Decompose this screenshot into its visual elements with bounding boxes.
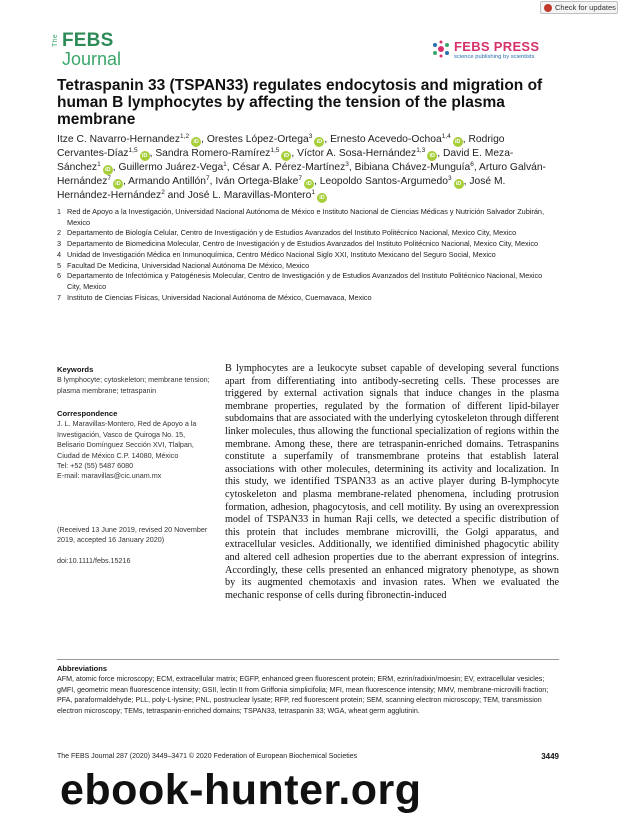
affiliation-item — [57, 228, 547, 239]
author — [155, 148, 297, 159]
check-for-updates-label: Check for updates — [555, 3, 616, 12]
author-separator: , — [462, 134, 469, 145]
affiliation-text: Unidad de Investigación Médica en Inmunoquímica, Centro Médico Nacional Siglo XXI, Instituto Mexicano del Seguro Social, Mexico — [67, 249, 496, 259]
author-affiliation-ref: 1,5 — [270, 147, 280, 154]
orcid-icon[interactable]: iD — [191, 137, 201, 147]
abbreviations-text: AFM, atomic force microscopy; ECM, extracellular matrix; EGFP, enhanced green fluorescent protein; ERM, ezrin/radixin/moesin; EV, extracellular vesicles; gMFI, geometric mean fluorescence intensity; GSII, lectin II from Griffonia simplicifolia; MFI, mean fluorescence intensity; MMV, membrane-microvilli fraction; PFA, paraformaldehyde; PLL, poly-L-lysine; PNL, postnuclear lysate; RFP, red fluorescent protein; SEM, scanning electron microscopy; TEM, transmission electron microscopy; TEMs, tetraspanin-enriched domains; TSPAN33, tetraspanin 33; WGA, wheat germ agglutinin. — [57, 675, 549, 715]
author-name: Víctor A. Sosa-Hernández — [297, 148, 417, 159]
orcid-icon[interactable]: iD — [113, 179, 123, 189]
orcid-icon[interactable]: iD — [317, 193, 327, 203]
orcid-icon[interactable]: iD — [314, 137, 324, 147]
journal-logo-name: FEBS — [62, 30, 114, 51]
author-name: Orestes López-Ortega — [206, 134, 309, 145]
febs-press-logo — [432, 36, 562, 66]
author-affiliation-ref: 1,4 — [441, 133, 451, 140]
author-name: David E. Meza-Sánchez — [57, 148, 514, 173]
author — [207, 134, 330, 145]
author-affiliation-ref: 7 — [298, 175, 302, 182]
author-separator: , — [314, 176, 320, 187]
author-separator: and — [164, 190, 188, 201]
author-name: Arturo Galván-Hernández — [57, 162, 546, 187]
author-separator: , — [473, 162, 480, 173]
update-icon — [544, 4, 552, 12]
affiliation-item — [57, 261, 547, 272]
author-name: Iván Ortega-Blake — [215, 176, 299, 187]
press-logo-name: FEBS PRESS — [454, 39, 540, 54]
affiliation-number: 4 — [57, 249, 62, 259]
correspondence-block — [57, 409, 222, 482]
author-separator: , — [112, 162, 119, 173]
author-separator: , — [123, 176, 129, 187]
check-for-updates-badge[interactable] — [540, 1, 618, 14]
author-separator: , — [149, 148, 156, 159]
author-separator: , — [348, 162, 355, 173]
author-name: Ernesto Acevedo-Ochoa — [330, 134, 442, 145]
affiliation-text: Facultad De Medicina, Universidad Nacional Autónoma De México, Mexico — [67, 260, 310, 270]
orcid-icon[interactable]: iD — [427, 151, 437, 161]
doi-link[interactable]: doi:10.1111/febs.15216 — [57, 556, 131, 565]
page-number: 3449 — [541, 752, 559, 761]
author-name: José M. Hernández-Hernández — [57, 176, 506, 201]
author — [233, 162, 355, 173]
febs-journal-logo — [52, 30, 132, 72]
affiliation-number: 2 — [57, 228, 62, 238]
author-name: Leopoldo Santos-Argumedo — [319, 176, 448, 187]
orcid-icon[interactable]: iD — [140, 151, 150, 161]
author — [320, 176, 470, 187]
author-affiliation-ref: 1 — [97, 161, 101, 168]
author-name: Armando Antillón — [128, 176, 207, 187]
correspondence-line: Belisario Domínguez Sección XVI, Tlalpan, — [57, 440, 194, 450]
author — [128, 176, 215, 187]
abstract-text: B lymphocytes are a leukocyte subset capable of developing several functions apart from differentiating into antibody-secreting cells. These processes are triggered by external activation signals that induce changes in the plasma membrane properties, regulated by the formation of different lipid-bilayer subdomains that are associated with the underlying cytoskeleton through different linker molecules, thus allowing the functional specialization of regions within the membrane. Among these, there are tetraspanin-enriched domains. Tetraspanins constitute a superfamily of transmembrane proteins that establish lateral associations with other molecules, determining its activity and localization. In this study, we identified TSPAN33 as an active player during B-lymphocyte cytoskeleton and plasma membrane-related phenomena, including protrusion formation, adhesion, phagocytosis, and cell motility. By using an overexpression model of TSPAN33 in human Raji cells, we detected a specific distribution of this protein that includes membrane microvilli, the Golgi apparatus, and extracellular vesicles. Additionally, we identified diminished phagocytic ability and altered cell adhesion properties due to the aberrant expression of integrins. Accordingly, these cells presented an enhanced migratory phenotype, as shown by its augmented chemotaxis and invasion rates. When we evaluated the mechanic response of cells during fibronectin-induced — [225, 363, 559, 601]
journal-logo-subtitle: Journal — [62, 49, 122, 69]
affiliation-text: Departamento de Biomedicina Molecular, Centro de Investigación y de Estudios Avanzados del Instituto Politécnico Nacional, Mexico City, Mexico — [67, 239, 539, 249]
affiliation-number: 1 — [57, 207, 62, 216]
article-title: Tetraspanin 33 (TSPAN33) regulates endocytosis and migration of human B lymphocytes by affecting the tension of the plasma membrane — [57, 77, 543, 128]
author-affiliation-ref: 6 — [470, 161, 474, 168]
affiliation-item — [57, 271, 547, 292]
author-affiliation-ref: 7 — [107, 175, 111, 182]
correspondence-line: J. L. Maravillas-Montero, Red de Apoyo a la — [57, 419, 197, 429]
author-name: José L. Maravillas-Montero — [187, 190, 312, 201]
author — [118, 162, 232, 173]
affiliation-number: 6 — [57, 271, 62, 281]
affiliation-number: 3 — [57, 239, 62, 249]
received-dates: (Received 13 June 2019, revised 20 November 2019, accepted 16 January 2020) — [57, 525, 208, 545]
author-name: Sandra Romero-Ramírez — [155, 148, 271, 159]
orcid-icon[interactable]: iD — [103, 165, 113, 175]
author-affiliation-ref: 1 — [311, 189, 315, 196]
abbreviations-heading: Abbreviations — [57, 664, 108, 673]
correspondence-line: Ciudad de México C.P. 14080, México — [57, 450, 179, 460]
correspondence-line: Investigación, Vasco de Quiroga No. 15, — [57, 429, 186, 439]
orcid-icon[interactable]: iD — [454, 179, 464, 189]
author-separator: , — [209, 176, 216, 187]
affiliation-item — [57, 293, 547, 304]
affiliation-list — [57, 207, 547, 303]
footer-citation: The FEBS Journal 287 (2020) 3449–3471 © 2020 Federation of European Biochemical Societies — [57, 753, 358, 760]
correspondence-email[interactable]: E-mail: maravillas@cic.unam.mx — [57, 471, 162, 481]
author-affiliation-ref: 1 — [223, 161, 227, 168]
author — [297, 148, 443, 159]
author — [330, 134, 468, 145]
affiliation-text: Red de Apoyo a la Investigación, Universidad Nacional Autónoma de México e Instituto Nacional de Ciencias Médicas y Nutrición Salvador Zubirán, Mexico — [67, 207, 544, 227]
author — [215, 176, 319, 187]
correspondence-heading: Correspondence — [57, 409, 118, 418]
press-logo-tagline: science publishing by scientists — [454, 54, 535, 60]
author-list — [57, 133, 557, 203]
author — [57, 134, 207, 145]
abbreviations-divider — [57, 659, 559, 660]
author-separator: , — [463, 176, 470, 187]
author-name: César A. Pérez-Martínez — [232, 162, 346, 173]
author-affiliation-ref: 3 — [345, 161, 349, 168]
author-separator: , — [291, 148, 298, 159]
author-affiliation-ref: 2 — [161, 189, 165, 196]
author-affiliation-ref: 3 — [447, 175, 452, 182]
affiliation-item — [57, 250, 547, 261]
author — [355, 162, 479, 173]
correspondence-phone: Tel: +52 (55) 5487 6080 — [57, 461, 134, 471]
author-separator: , — [437, 148, 443, 159]
author-affiliation-ref: 1,2 — [180, 133, 190, 140]
febs-press-dots-icon — [432, 40, 450, 58]
author-affiliation-ref: 7 — [206, 175, 210, 182]
author-affiliation-ref: 3 — [308, 133, 313, 140]
author-name: Bibiana Chávez-Munguía — [354, 162, 471, 173]
keywords-heading: Keywords — [57, 365, 94, 374]
affiliation-item — [57, 207, 547, 228]
author — [188, 190, 327, 201]
author-name: Itze C. Navarro-Hernandez — [57, 134, 181, 145]
affiliation-number: 5 — [57, 260, 62, 270]
author-affiliation-ref: 1,5 — [128, 147, 138, 154]
orcid-icon[interactable]: iD — [453, 137, 463, 147]
affiliation-text: Instituto de Ciencias Físicas, Universidad Nacional Autónoma de México, Cuernavaca, Mexico — [67, 292, 372, 302]
author-separator: , — [201, 134, 207, 145]
author-name: Guillermo Juárez-Vega — [118, 162, 224, 173]
author-separator: , — [324, 134, 331, 145]
affiliation-item — [57, 239, 547, 250]
orcid-icon[interactable]: iD — [304, 179, 314, 189]
keywords-block — [57, 365, 217, 396]
orcid-icon[interactable]: iD — [281, 151, 291, 161]
journal-logo-prefix: The — [52, 34, 59, 47]
keywords-text: B lymphocyte; cytoskeleton; membrane tension; plasma membrane; tetraspanin — [57, 375, 210, 395]
affiliation-number: 7 — [57, 292, 62, 302]
affiliation-text: Departamento de Infectómica y Patogénesis Molecular, Centro de Investigación y de Estudios Avanzados del Instituto Politécnico Nacional, Mexico City, Mexico — [67, 271, 543, 291]
author-affiliation-ref: 1,3 — [416, 147, 426, 154]
author-separator: , — [226, 162, 233, 173]
watermark-text: ebook-hunter.org — [60, 766, 422, 814]
author-name: Rodrigo Cervantes-Díaz — [57, 134, 505, 159]
abbreviations-block — [57, 664, 559, 716]
affiliation-text: Departamento de Biología Celular, Centro de Investigación y de Estudios Avanzados del Instituto Politécnico Nacional, Mexico City, Mexico — [67, 228, 517, 238]
